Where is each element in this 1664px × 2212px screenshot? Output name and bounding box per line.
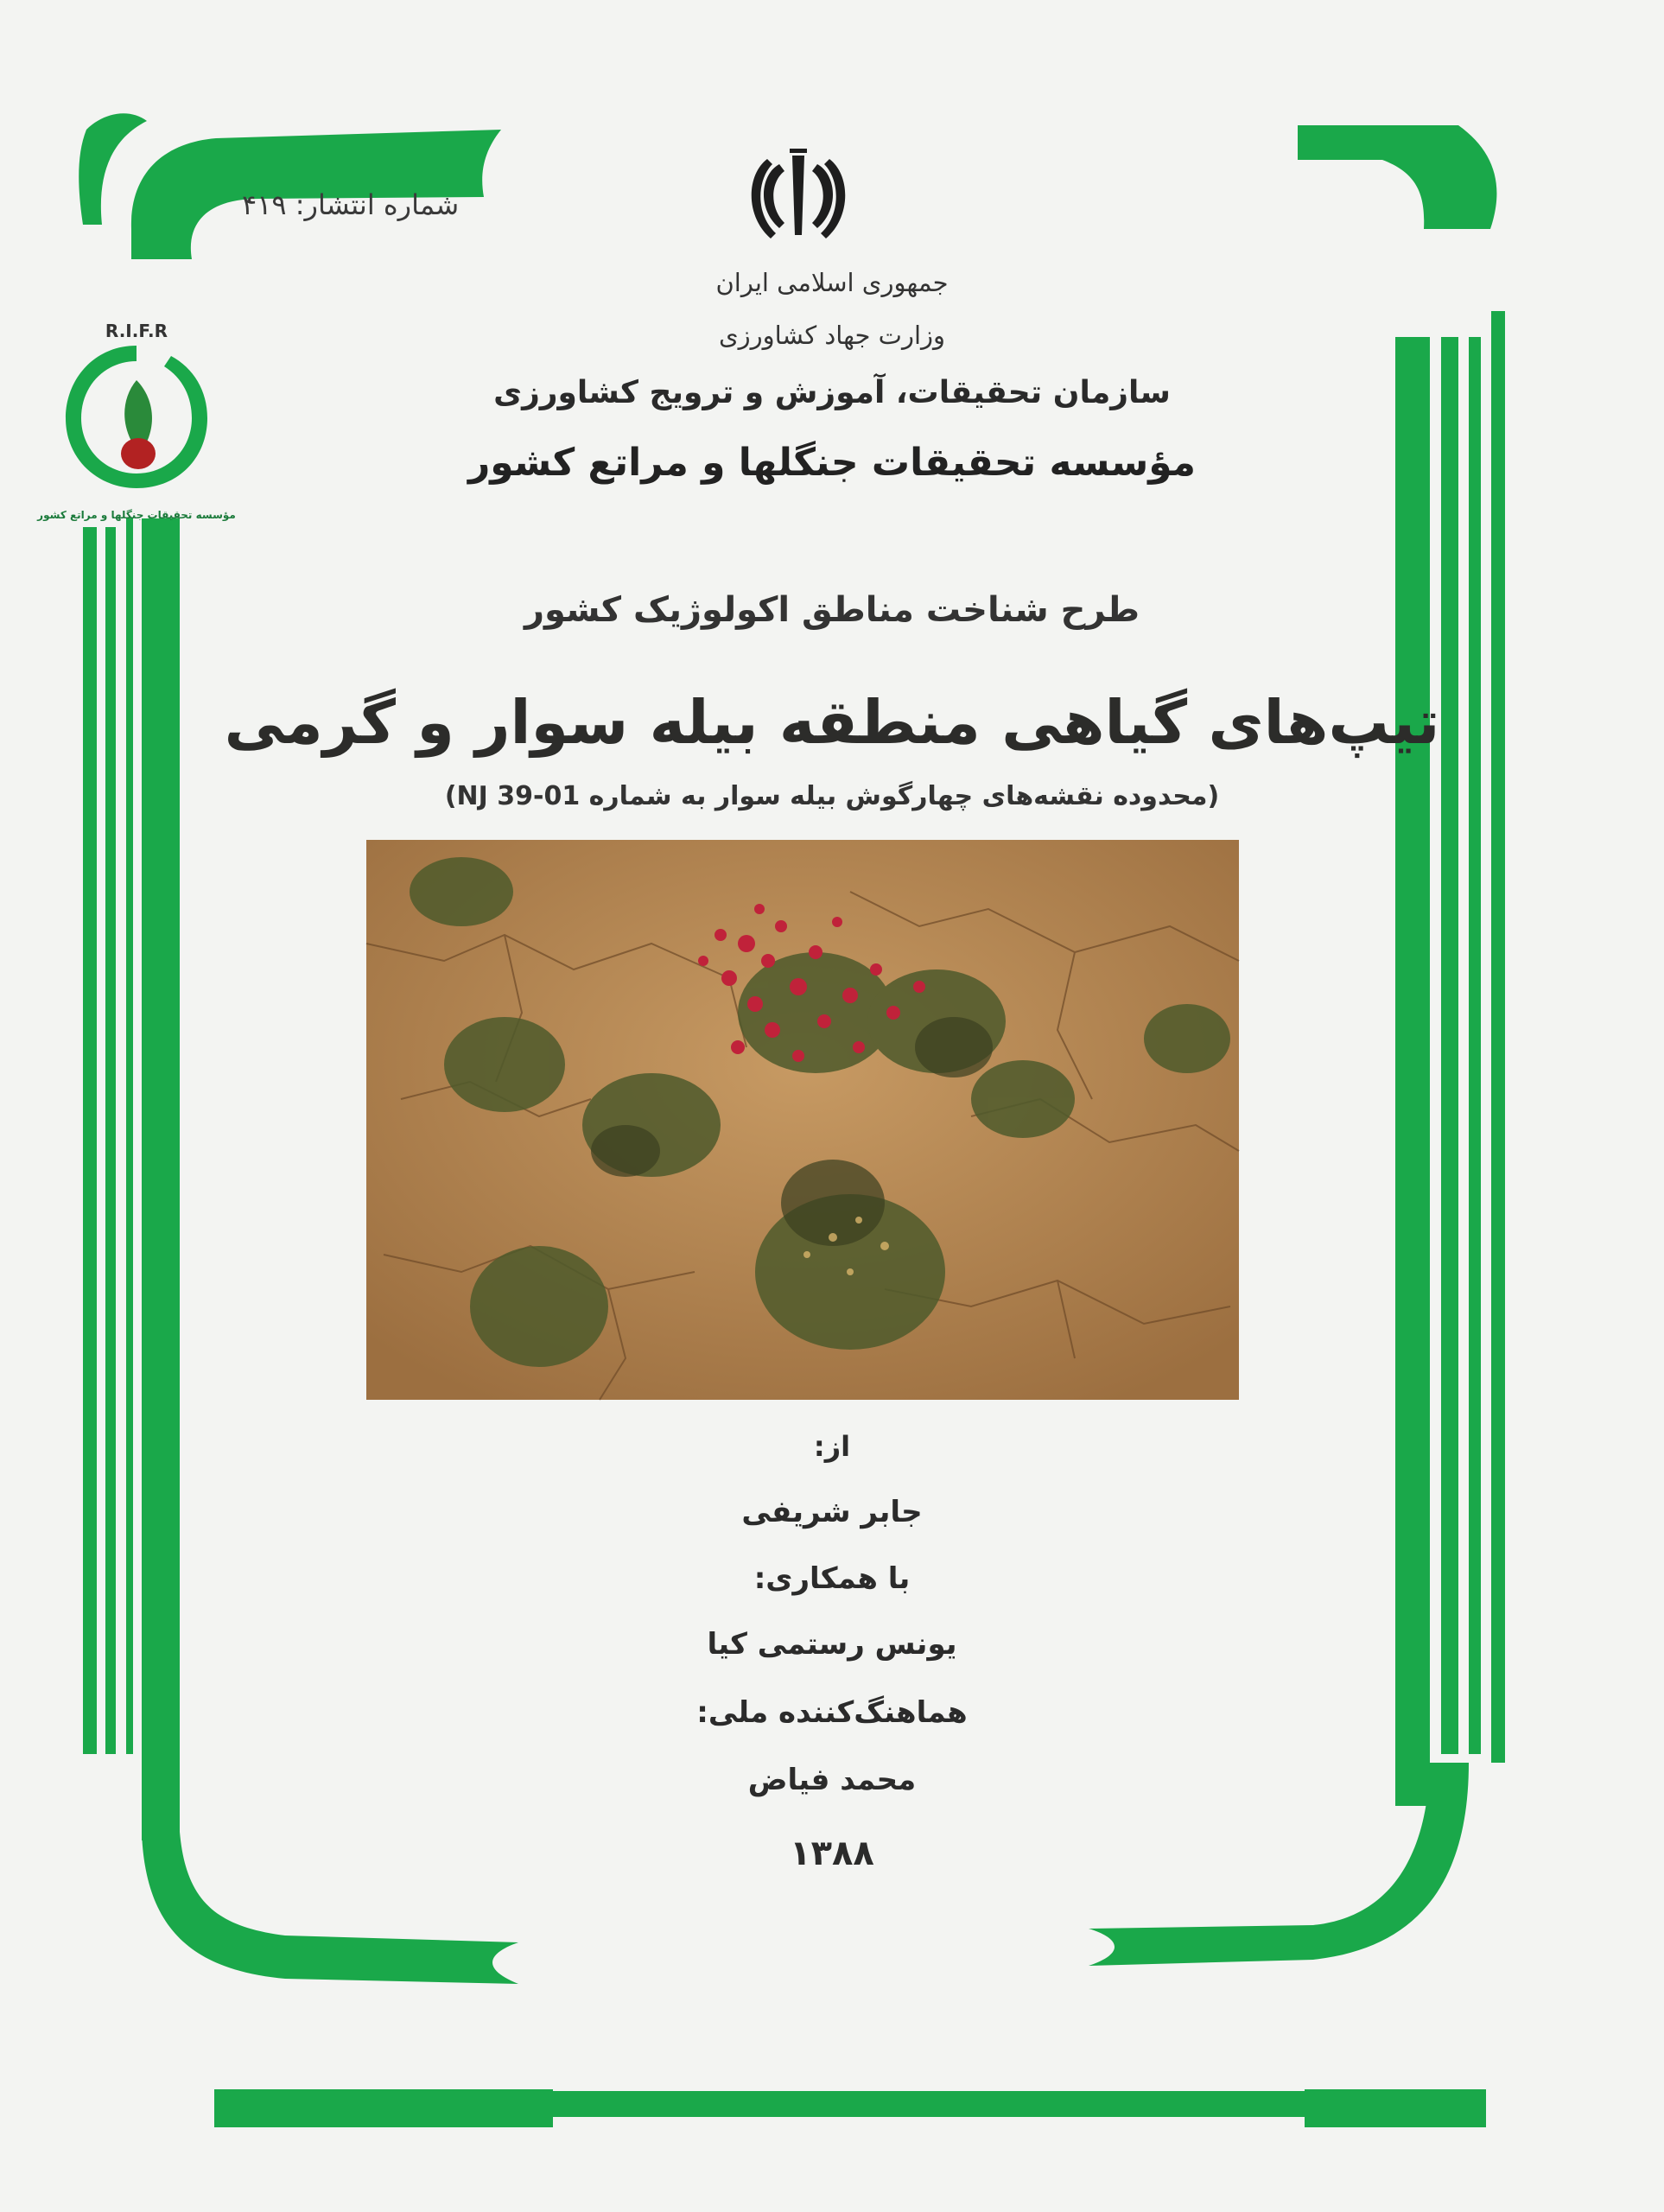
iran-emblem-icon <box>745 149 852 244</box>
coordinator-label: هماهنگ‌کننده ملی: <box>696 1695 968 1730</box>
institute-name: مؤسسه تحقیقات جنگلها و مراتع کشور <box>467 441 1197 485</box>
collaborator-name: یونس رستمی کیا <box>707 1627 957 1662</box>
page-subtitle: (محدوده نقشه‌های چهارگوش بیله سوار به شماره NJ 39-01) <box>444 781 1220 811</box>
coordinator-name: محمد فیاض <box>747 1763 917 1797</box>
collaboration-label: با همکاری: <box>753 1561 911 1596</box>
logo-caption: مؤسسه تحقیقات جنگلها و مراتع کشور <box>37 509 236 521</box>
publication-year: ۱۳۸۸ <box>790 1834 874 1873</box>
page-title: تیپ‌های گیاهی منطقه بیله سوار و گرمی <box>224 687 1440 758</box>
republic-name: جمهوری اسلامی ایران <box>715 268 949 297</box>
organization-name: سازمان تحقیقات، آموزش و ترویج کشاورزی <box>493 375 1171 410</box>
from-label: از: <box>813 1430 851 1463</box>
logo-acronym: R.I.F.R <box>105 321 168 341</box>
ministry-name: وزارت جهاد کشاورزی <box>718 321 946 350</box>
cover-photo-vegetation <box>366 840 1239 1400</box>
publication-number: شماره انتشار: ۴۱۹ <box>242 188 460 221</box>
author-name: جابر شریفی <box>741 1495 923 1529</box>
project-title: طرح شناخت مناطق اکولوژیک کشور <box>524 590 1140 630</box>
